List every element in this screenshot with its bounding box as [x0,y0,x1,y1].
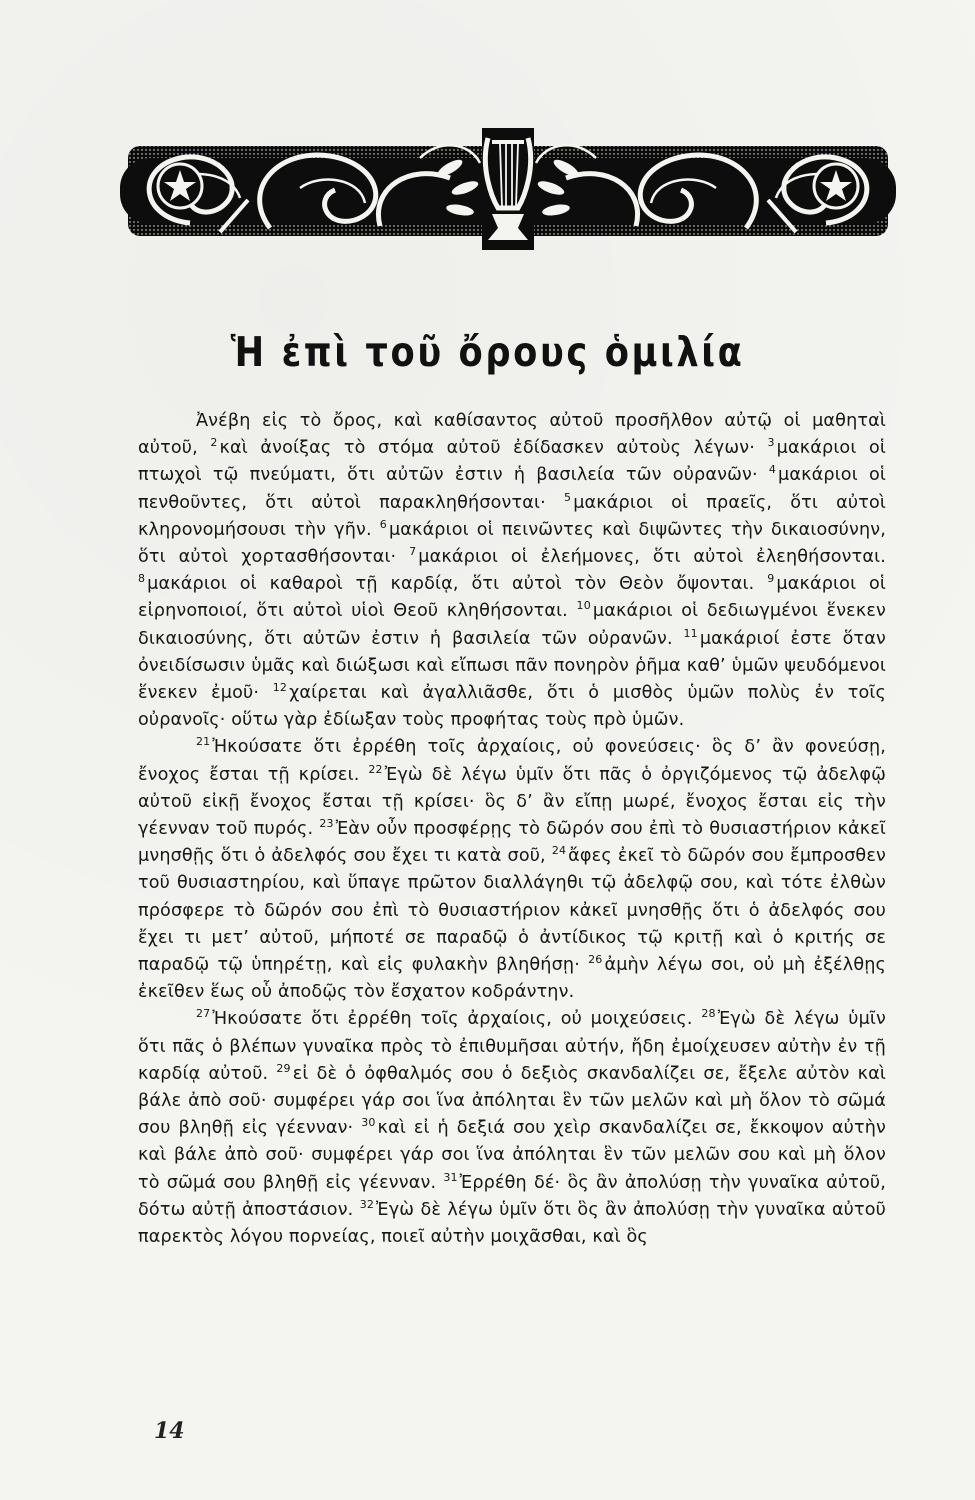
verse-text: ἄφες ἐκεῖ τὸ δῶρόν σου ἔμπροσθεν τοῦ θυσιαστηρίου, καὶ ὕπαγε πρῶτον διαλλάγηθι τῷ ἀδελφῷ σου, καὶ τότε ἐλθὼν πρόσφερε τὸ δῶρόν σου ἐπὶ τὸ θυσιαστήριον κἀκεῖ μνησθῇς ὅτι ὁ ἀδελφός σου ἔχει τι μετ’ αὐτοῦ, μήποτέ σε παραδῷ ὁ ἀντίδικος τῷ κριτῇ καὶ ὁ κριτής σε παραδῷ τῷ ὑπηρέτῃ, καὶ εἰς φυλακὴν βληθήσῃ· [138,846,886,976]
verse-text: μακάριοι οἱ πραεῖς, ὅτι αὐτοὶ κληρονομήσουσι τὴν γῆν. [138,492,886,540]
page-title: Ἡ ἐπὶ τοῦ ὄρους ὁμιλία [230,328,745,376]
page-number: 14 [154,1418,185,1444]
verse-number: 6 [379,517,387,531]
verse-text: μακάριοι οἱ καθαροὶ τῇ καρδίᾳ, ὅτι αὐτοὶ τὸν Θεὸν ὄψονται. [147,574,755,595]
verse-text: Ἐὰν οὖν προσφέρῃς τὸ δῶρόν σου ἐπὶ τὸ θυσιαστήριον κἀκεῖ μνησθῇς ὅτι ὁ ἀδελφός σου ἔχει τι κατὰ σοῦ, [138,819,886,867]
verse-number: 28 [701,1007,716,1021]
verse-number: 21 [196,735,211,749]
verse-text: Ἠκούσατε ὅτι ἐρρέθη τοῖς ἀρχαίοις, οὐ μοιχεύσεις. [212,1009,693,1030]
verse-text: μακάριοι οἱ δεδιωγμένοι ἕνεκεν δικαιοσύνης, ὅτι αὐτῶν ἐστιν ἡ βασιλεία τῶν οὐρανῶν. [138,601,886,649]
verse-text: Ἠκούσατε ὅτι ἐρρέθη τοῖς ἀρχαίοις, οὐ φονεύσεις· ὃς δ’ ἂν φονεύσῃ, ἔνοχος ἔσται τῇ κρίσει. [138,737,886,785]
verse-number: 27 [196,1007,211,1021]
verse-number: 11 [683,626,698,640]
verse-text: Ἀνέβη εἰς τὸ ὄρος, καὶ καθίσαντος αὐτοῦ προσῆλθον αὐτῷ οἱ μαθηταὶ αὐτοῦ, [138,411,886,459]
verse-text: μακάριοι οἱ ἐλεήμονες, ὅτι αὐτοὶ ἐλεηθήσονται. [418,547,886,568]
verse-number: 4 [768,463,777,477]
verse-number: 3 [767,436,775,450]
verse-number: 31 [443,1170,458,1184]
verse-number: 29 [276,1061,291,1075]
verse-text: μακάριοί ἐστε ὅταν ὀνειδίσωσιν ὑμᾶς καὶ διώξωσι καὶ εἴπωσι πᾶν πονηρὸν ῥῆμα καθ’ ὑμῶν ψευδόμενοι ἕνεκεν ἐμοῦ· [138,628,887,704]
verse-text: μακάριοι οἱ πενθοῦντες, ὅτι αὐτοὶ παρακληθήσονται· [138,465,886,513]
decorative-banner-ornament-icon [120,128,896,250]
sermon-text [138,408,886,1251]
verse-number: 22 [368,762,383,776]
paragraph [138,408,886,734]
verse-number: 12 [272,681,288,695]
verse-text: Ἐρρέθη δέ· ὃς ἂν ἀπολύσῃ τὴν γυναῖκα αὐτοῦ, δότω αὐτῇ ἀποστάσιον. [138,1172,886,1220]
paragraph [138,734,886,1006]
paragraph [138,1006,886,1251]
verse-number: 10 [576,599,591,613]
verse-number: 2 [210,436,218,450]
verse-text: μακάριοι οἱ εἰρηνοποιοί, ὅτι αὐτοὶ υἱοὶ Θεοῦ κληθήσονται. [138,574,887,622]
verse-text: εἰ δὲ ὁ ὀφθαλμός σου ὁ δεξιὸς σκανδαλίζει σε, ἔξελε αὐτὸν καὶ βάλε ἀπὸ σοῦ· συμφέρει γάρ σοι ἵνα ἀπόληται ἓν τῶν μελῶν καὶ μὴ ὅλον τὸ σῶμά σου βληθῇ εἰς γέενναν· [138,1063,886,1139]
verse-text: μακάριοι οἱ πτωχοὶ τῷ πνεύματι, ὅτι αὐτῶν ἐστιν ἡ βασιλεία τῶν οὐρανῶν· [138,438,886,486]
verse-number: 5 [564,490,572,504]
verse-text: χαίρεται καὶ ἀγαλλιᾶσθε, ὅτι ὁ μισθὸς ὑμῶν πολὺς ἐν τοῖς οὐρανοῖς· οὕτω γὰρ ἐδίωξαν τοὺς προφήτας τοὺς πρὸ ὑμῶν. [138,683,886,731]
verse-text: Ἐγὼ δὲ λέγω ὑμῖν ὅτι πᾶς ὁ βλέπων γυναῖκα πρὸς τὸ ἐπιθυμῆσαι αὐτήν, ἤδη ἐμοίχευσεν αὐτὴν ἐν τῇ καρδίᾳ αὐτοῦ. [138,1009,887,1084]
verse-number: 8 [138,572,146,586]
verse-text: καὶ εἰ ἡ δεξιά σου χεὶρ σκανδαλίζει σε, ἔκκοψον αὐτὴν καὶ βάλε ἀπὸ σοῦ· συμφέρει γάρ σοι ἵνα ἀπόληται ἓν τῶν μελῶν σου καὶ μὴ ὅλον τὸ σῶμά σου βληθῇ εἰς γέενναν. [138,1118,886,1193]
verse-text: μακάριοι οἱ πεινῶντες καὶ διψῶντες τὴν δικαιοσύνην, ὅτι αὐτοὶ χορτασθήσονται· [138,519,886,568]
verse-number: 32 [359,1197,375,1211]
verse-number: 26 [588,953,603,967]
verse-text: καὶ ἀνοίξας τὸ στόμα αὐτοῦ ἐδίδασκεν αὐτοὺς λέγων· [219,438,755,459]
verse-text: Ἐγὼ δὲ λέγω ὑμῖν ὅτι ὃς ἂν ἀπολύσῃ τὴν γυναῖκα αὐτοῦ παρεκτὸς λόγου πορνείας, ποιεῖ αὐτὴν μοιχᾶσθαι, καὶ ὃς [138,1199,887,1248]
verse-text: ἀμὴν λέγω σοι, οὐ μὴ ἐξέλθῃς ἐκεῖθεν ἕως οὗ ἀποδῷς τὸν ἔσχατον κοδράντην. [138,955,887,1003]
verse-number: 9 [767,572,775,586]
verse-text: Ἐγὼ δὲ λέγω ὑμῖν ὅτι πᾶς ὁ ὀργιζόμενος τῷ ἀδελφῷ αὐτοῦ εἰκῇ ἔνοχος ἔσται τῇ κρίσει· ὃς δ’ ἂν εἴπῃ μωρέ, ἔνοχος ἔσται εἰς τὴν γέενναν τοῦ πυρός. [138,764,886,840]
verse-number: 23 [319,817,334,831]
verse-number: 24 [551,844,567,858]
verse-number: 7 [409,545,417,559]
verse-number: 30 [361,1116,376,1130]
